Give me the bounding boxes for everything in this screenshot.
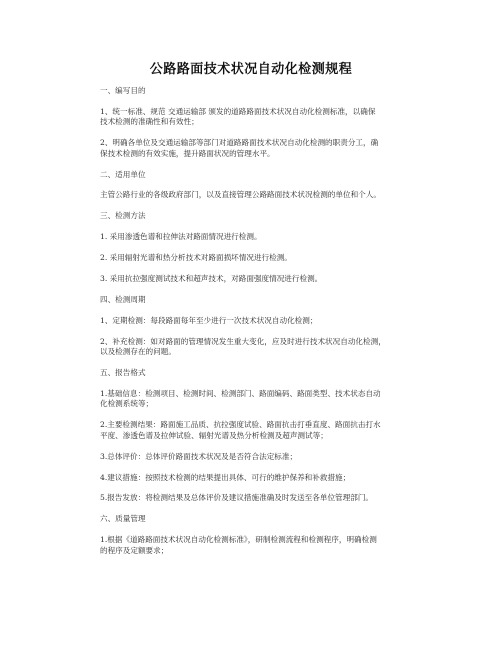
paragraph-cycle-2 bbox=[100, 337, 440, 358]
paragraph-line: 2.主要检测结果：路面施工品质、抗拉强度试验、路面抗击打垂直度、路面抗击打水 bbox=[100, 420, 381, 430]
paragraph-report-5: 5.报告发放：将检测结果及总体评价及建议措施准确及时发送至各单位管理部门。 bbox=[100, 493, 374, 503]
paragraph-line: 1.基础信息：检测项目、检测时间、检测部门、路面编码、路面类型、技术状态自动 bbox=[100, 389, 381, 398]
paragraph-scope-1: 主管公路行业的各级政府部门，以及直接管理公路路面技术状况检测的单位和个人。 bbox=[100, 190, 381, 200]
paragraph-purpose-1 bbox=[100, 107, 440, 128]
paragraph-line: 的程序及定额要求； bbox=[100, 545, 169, 555]
paragraph-report-4: 4.建议措施：按照技术检测的结果提出具体、可行的维护保养和补救措施； bbox=[100, 472, 351, 482]
section-heading-purpose: 一、编写目的 bbox=[100, 86, 146, 95]
page-title: 公路路面技术状况自动化检测规程 bbox=[149, 62, 353, 77]
paragraph-report-2 bbox=[100, 420, 440, 441]
section-heading-report: 五、报告格式 bbox=[100, 368, 146, 378]
paragraph-line: 1.根据《道路路面技术状况自动化检测标准》，研制检测流程和检测程序，明确检测 bbox=[100, 535, 377, 545]
paragraph-line: 保技术检测的有效实施，提升路面状况的管理水平。 bbox=[100, 148, 275, 158]
section-heading-methods: 三、检测方法 bbox=[100, 211, 146, 221]
paragraph-line: 技术检测的准确性和有效性； bbox=[100, 117, 199, 127]
paragraph-methods-1: 1. 采用渗透色谱和拉伸法对路面情况进行检测。 bbox=[100, 232, 262, 242]
section-heading-cycle: 四、检测周期 bbox=[100, 294, 146, 304]
paragraph-line: 化检测系统等； bbox=[100, 399, 154, 409]
paragraph-methods-3: 3. 采用抗拉强度测试技术和超声技术，对路面强度情况进行检测。 bbox=[100, 274, 323, 284]
paragraph-purpose-2 bbox=[100, 138, 440, 159]
paragraph-line: 1、统一标准、规范 交通运输部 颁发的道路路面技术状况自动化检测标准，以确保 bbox=[100, 106, 376, 116]
paragraph-methods-2: 2. 采用辐射光谱和热分析技术对路面损坏情况进行检测。 bbox=[100, 253, 292, 263]
paragraph-quality-1 bbox=[100, 535, 440, 556]
paragraph-line: 2、补充检测：如对路面的管理情况发生重大变化，应及时进行技术状况自动化检测， bbox=[100, 336, 386, 346]
paragraph-line: 2、明确各单位及交通运输部等部门对道路路面技术状况自动化检测的职责分工，确 bbox=[100, 138, 379, 148]
paragraph-cycle-1: 1、定期检测：每段路面每年至少进行一次技术状况自动化检测； bbox=[100, 315, 318, 325]
paragraph-line: 平度、渗透色谱及拉伸试验、辐射光谱及热分析检测及超声测试等； bbox=[100, 430, 328, 440]
paragraph-report-1 bbox=[100, 389, 440, 410]
document-body bbox=[100, 86, 440, 567]
paragraph-line: 以及检测存在的问题。 bbox=[100, 347, 176, 357]
section-heading-quality: 六、质量管理 bbox=[100, 514, 146, 524]
paragraph-report-3: 3.总体评价：总体评价路面技术状况及是否符合法定标准； bbox=[100, 451, 298, 461]
section-heading-scope: 二、适用单位 bbox=[100, 169, 146, 179]
